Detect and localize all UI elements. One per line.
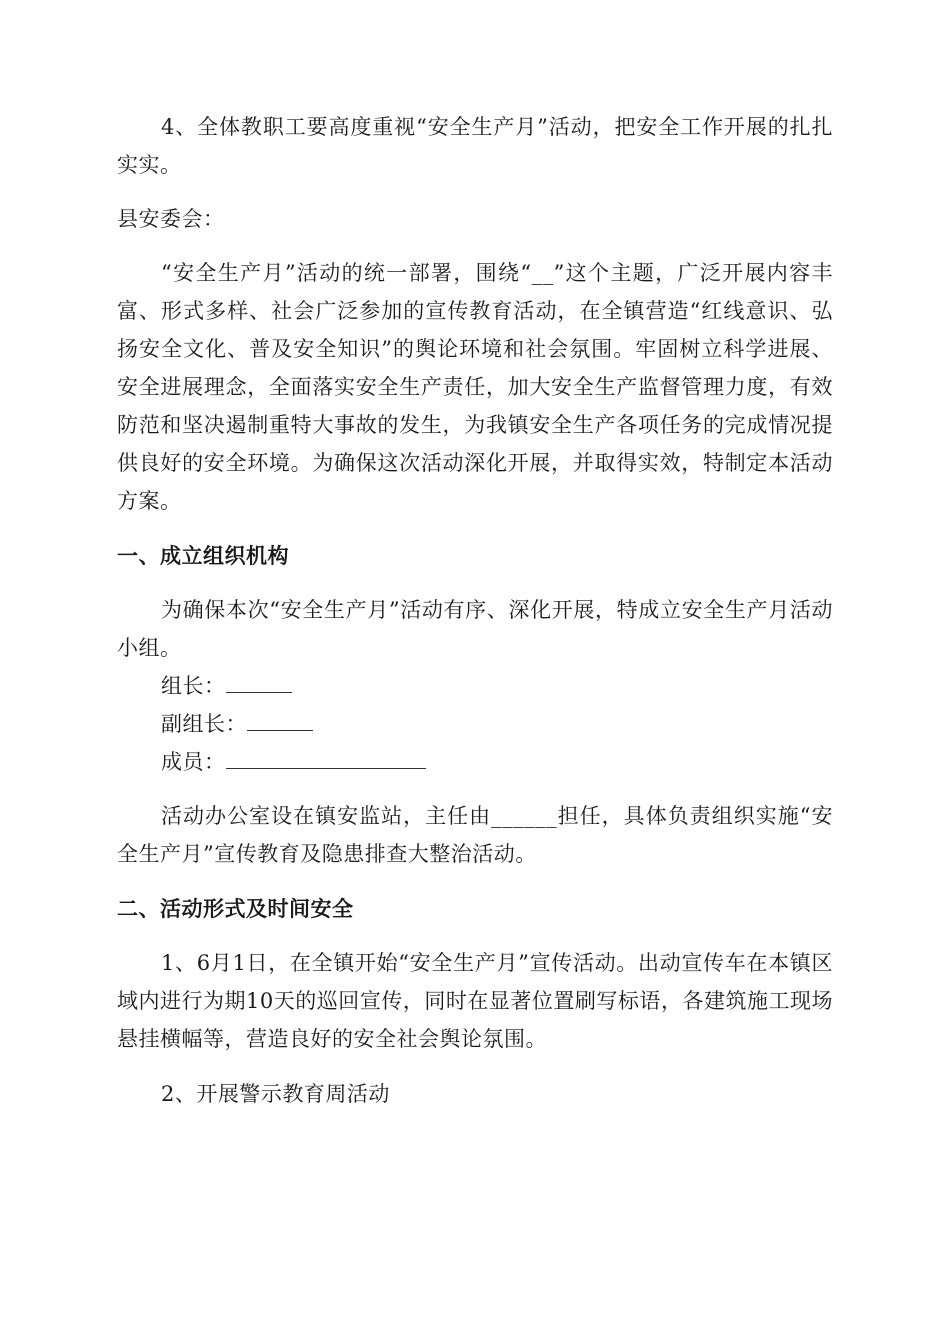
paragraph-addressee: 县安委会： [117,207,225,231]
paragraph-item-2: 2、开展警示教育周活动 [161,1082,390,1106]
paragraph-item-4: 4、全体教职工要高度重视“安全生产月”活动，把安全工作开展的扎扎实实。 [117,115,833,177]
field-deputy-blank [247,708,313,731]
field-deputy-label: 副组长： [161,712,247,736]
document-page [117,108,833,1113]
paragraph-organization: 为确保本次“安全生产月”活动有序、深化开展，特成立安全生产月活动小组。 [117,598,833,660]
section-heading-2: 二、活动形式及时间安全 [117,897,354,921]
field-members-blank [226,746,426,769]
field-leader [117,667,833,705]
paragraph-office: 活动办公室设在镇安监站，主任由______担任，具体负责组织实施“安全生产月”宣传教育及隐患排查大整治活动。 [117,804,833,866]
field-members [117,743,833,781]
section-heading-1: 一、成立组织机构 [117,544,289,568]
field-deputy [117,705,833,743]
field-leader-blank [226,670,292,693]
paragraph-item-1: 1、6月1日，在全镇开始“安全生产月”宣传活动。出动宣传车在本镇区域内进行为期10天的巡回宣传，同时在显著位置刷写标语，各建筑施工现场悬挂横幅等，营造良好的安全社会舆论氛围。 [117,951,833,1051]
field-members-label: 成员： [161,750,226,774]
field-leader-label: 组长： [161,674,226,698]
paragraph-intro: “安全生产月”活动的统一部署，围绕“__”这个主题，广泛开展内容丰富、形式多样、社会广泛参加的宣传教育活动，在全镇营造“红线意识、弘扬安全文化、普及安全知识”的舆论环境和社会氛围。牢固树立科学进展、安全进展理念，全面落实安全生产责任，加大安全生产监督管理力度，有效防范和坚决遏制重特大事故的发生，为我镇安全生产各项任务的完成情况提供良好的安全环境。为确保这次活动深化开展，并取得实效，特制定本活动方案。 [117,261,833,513]
